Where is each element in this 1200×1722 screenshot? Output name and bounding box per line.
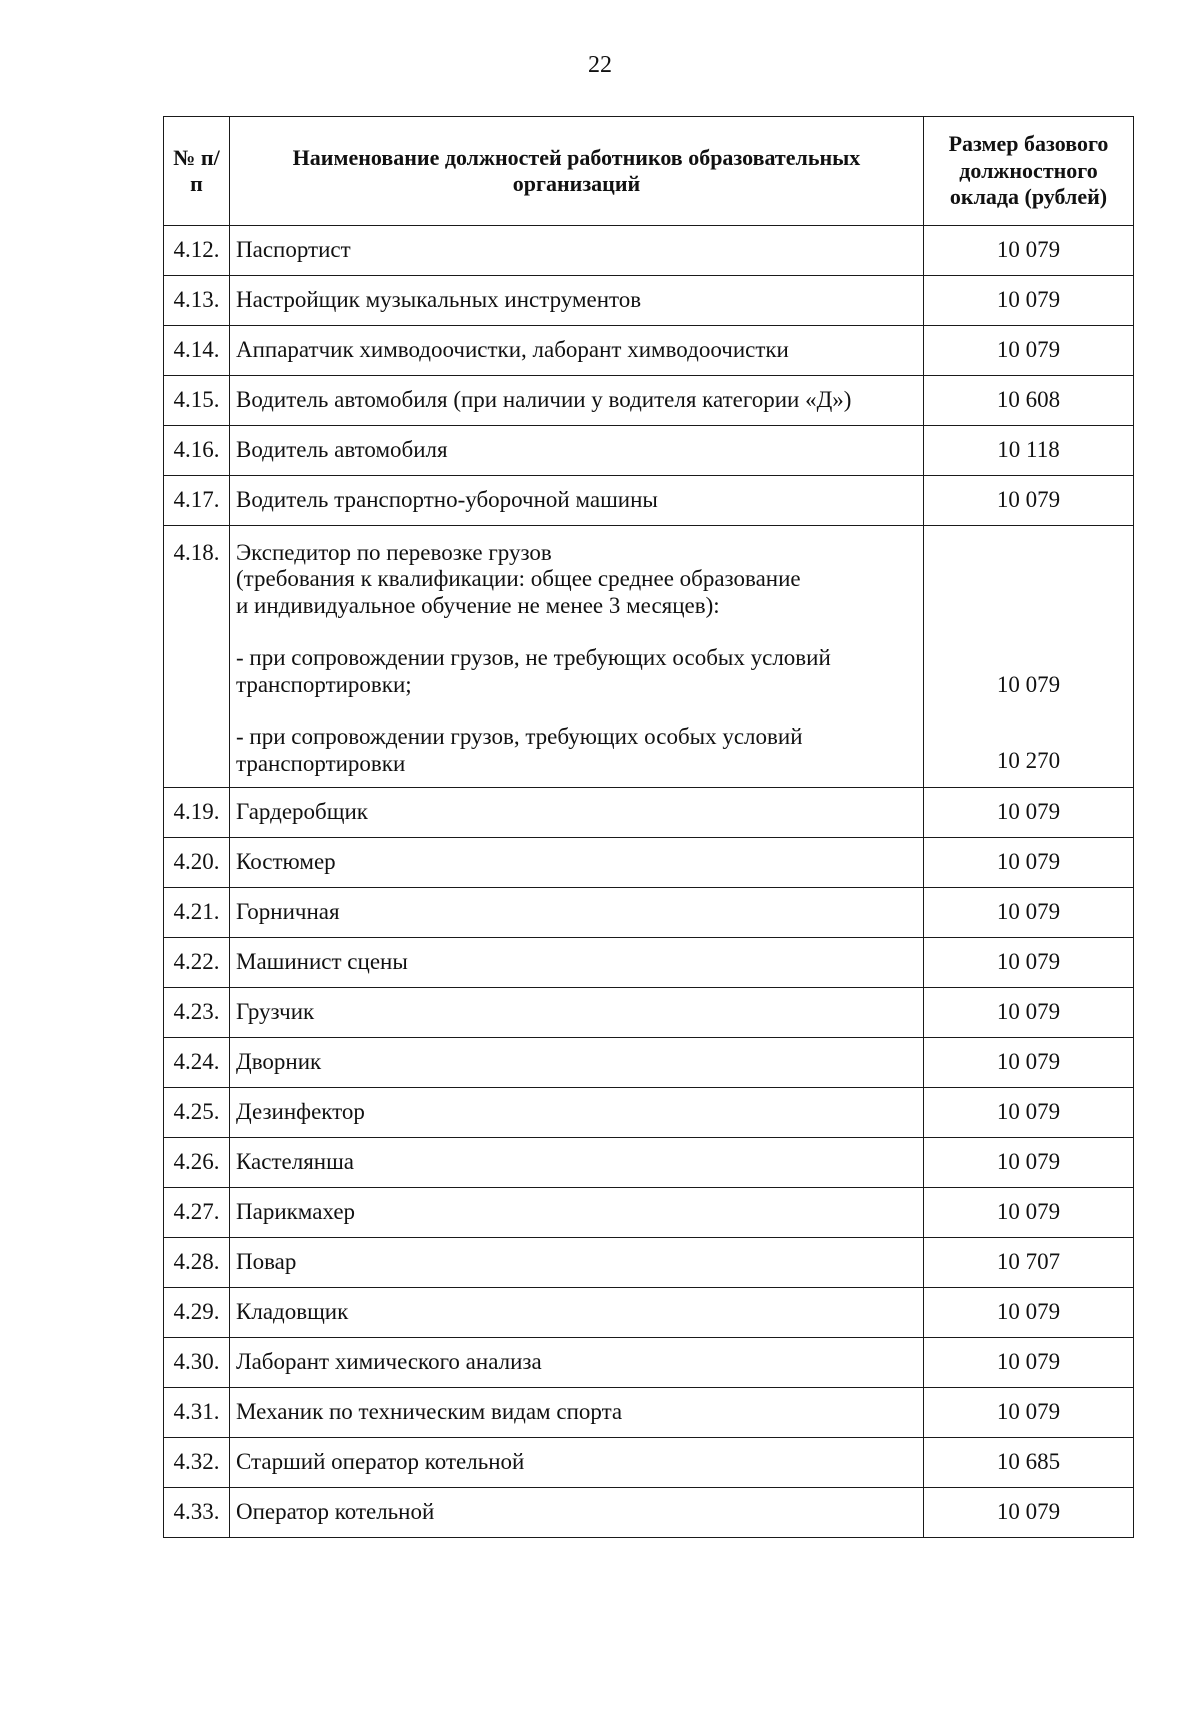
table-row (164, 988, 1134, 1038)
row-num: 4.15. (164, 376, 230, 426)
row-num: 4.16. (164, 426, 230, 476)
row-salary: 10 079 (924, 1088, 1134, 1138)
table-row (164, 1238, 1134, 1288)
expeditor-case2-line2: транспортировки (236, 750, 406, 776)
row-salary-expeditor (924, 526, 1134, 788)
expeditor-case2-salary: 10 270 (996, 748, 1061, 774)
table-row (164, 476, 1134, 526)
row-num: 4.33. (164, 1488, 230, 1538)
header-name: Наименование должностей работников образовательных организаций (230, 117, 924, 226)
row-num: 4.20. (164, 838, 230, 888)
row-num: 4.25. (164, 1088, 230, 1138)
row-position: Кладовщик (230, 1288, 924, 1338)
table-header-row (164, 117, 1134, 226)
table-row (164, 1188, 1134, 1238)
expeditor-requirements-line2: и индивидуальное обучение не менее 3 месяцев): (236, 592, 720, 618)
table-row (164, 326, 1134, 376)
row-position: Повар (230, 1238, 924, 1288)
row-num: 4.21. (164, 888, 230, 938)
row-position: Оператор котельной (230, 1488, 924, 1538)
row-num: 4.14. (164, 326, 230, 376)
table-row (164, 1488, 1134, 1538)
table-row (164, 1138, 1134, 1188)
page-number: 22 (588, 52, 612, 78)
table-row (164, 226, 1134, 276)
table-row (164, 1438, 1134, 1488)
row-num: 4.28. (164, 1238, 230, 1288)
row-position: Костюмер (230, 838, 924, 888)
table-row (164, 426, 1134, 476)
salary-table (163, 116, 1134, 1538)
row-position: Горничная (230, 888, 924, 938)
row-position: Гардеробщик (230, 788, 924, 838)
row-salary: 10 079 (924, 476, 1134, 526)
row-position: Настройщик музыкальных инструментов (230, 276, 924, 326)
row-salary: 10 707 (924, 1238, 1134, 1288)
row-num: 4.23. (164, 988, 230, 1038)
row-position: Машинист сцены (230, 938, 924, 988)
row-position: Механик по техническим видам спорта (230, 1388, 924, 1438)
row-salary: 10 118 (924, 426, 1134, 476)
row-position: Кастелянша (230, 1138, 924, 1188)
table-row (164, 1038, 1134, 1088)
row-salary: 10 608 (924, 376, 1134, 426)
header-pay: Размер базового должностного оклада (рублей) (924, 117, 1134, 226)
row-position: Грузчик (230, 988, 924, 1038)
row-position: Водитель автомобиля (при наличии у водителя категории «Д») (230, 376, 924, 426)
row-position: Паспортист (230, 226, 924, 276)
row-position: Аппаратчик химводоочистки, лаборант химводоочистки (230, 326, 924, 376)
row-num: 4.22. (164, 938, 230, 988)
row-salary: 10 079 (924, 1188, 1134, 1238)
row-num: 4.31. (164, 1388, 230, 1438)
row-salary: 10 685 (924, 1438, 1134, 1488)
table-row (164, 788, 1134, 838)
row-num: 4.29. (164, 1288, 230, 1338)
row-num: 4.18. (164, 526, 230, 788)
table-row (164, 938, 1134, 988)
table-row (164, 276, 1134, 326)
table-row (164, 1388, 1134, 1438)
row-position: Старший оператор котельной (230, 1438, 924, 1488)
expeditor-case1-line2: транспортировки; (236, 671, 412, 697)
expeditor-requirements-line1: (требования к квалификации: общее среднее образование (236, 566, 801, 592)
table-row (164, 1088, 1134, 1138)
row-num: 4.19. (164, 788, 230, 838)
row-salary: 10 079 (924, 788, 1134, 838)
table-row (164, 1338, 1134, 1388)
table-row (164, 1288, 1134, 1338)
row-salary: 10 079 (924, 1488, 1134, 1538)
expeditor-case2-line1: - при сопровождении грузов, требующих особых условий (236, 724, 803, 750)
row-salary: 10 079 (924, 1338, 1134, 1388)
row-salary: 10 079 (924, 1288, 1134, 1338)
table-row (164, 888, 1134, 938)
table-row (164, 838, 1134, 888)
row-num: 4.32. (164, 1438, 230, 1488)
row-position: Парикмахер (230, 1188, 924, 1238)
expeditor-case1-salary: 10 079 (996, 672, 1061, 697)
row-num: 4.27. (164, 1188, 230, 1238)
row-salary: 10 079 (924, 888, 1134, 938)
row-position-expeditor (230, 526, 924, 788)
table-row-expeditor (164, 526, 1134, 788)
row-position: Дворник (230, 1038, 924, 1088)
row-salary: 10 079 (924, 276, 1134, 326)
row-num: 4.17. (164, 476, 230, 526)
row-position: Водитель автомобиля (230, 426, 924, 476)
row-salary: 10 079 (924, 938, 1134, 988)
table-row (164, 376, 1134, 426)
row-salary: 10 079 (924, 838, 1134, 888)
row-num: 4.24. (164, 1038, 230, 1088)
row-num: 4.12. (164, 226, 230, 276)
row-salary: 10 079 (924, 1138, 1134, 1188)
row-salary: 10 079 (924, 988, 1134, 1038)
expeditor-case1-line1: - при сопровождении грузов, не требующих особых условий (236, 645, 831, 671)
row-salary: 10 079 (924, 326, 1134, 376)
row-num: 4.26. (164, 1138, 230, 1188)
row-salary: 10 079 (924, 226, 1134, 276)
row-salary: 10 079 (924, 1388, 1134, 1438)
row-num: 4.30. (164, 1338, 230, 1388)
expeditor-title: Экспедитор по перевозке грузов (236, 540, 552, 565)
row-salary: 10 079 (924, 1038, 1134, 1088)
row-position: Лаборант химического анализа (230, 1338, 924, 1388)
row-position: Водитель транспортно-уборочной машины (230, 476, 924, 526)
header-num: № п/п (164, 117, 230, 226)
row-position: Дезинфектор (230, 1088, 924, 1138)
row-num: 4.13. (164, 276, 230, 326)
